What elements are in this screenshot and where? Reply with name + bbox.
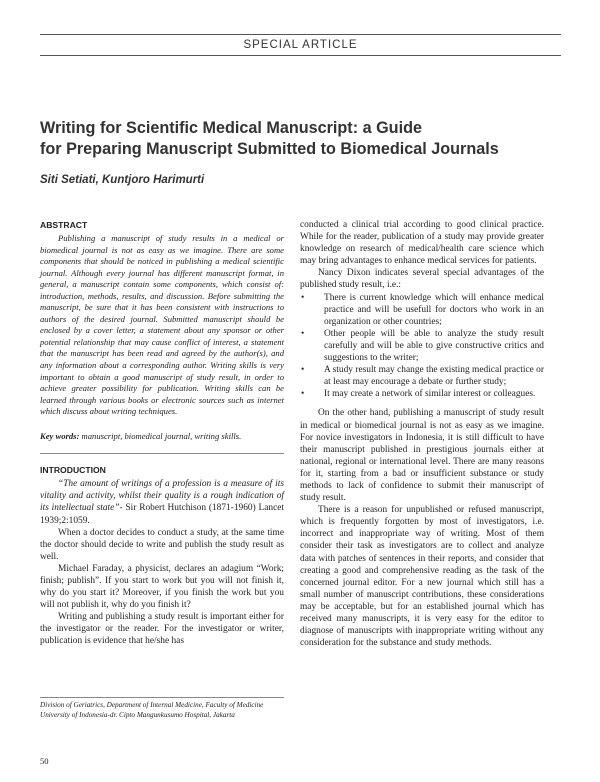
keywords-label: Key words: xyxy=(40,430,80,441)
title-line-2: for Preparing Manuscript Submitted to Biomedical Journals xyxy=(40,140,499,158)
bullet-icon: • xyxy=(301,389,305,400)
bullet-icon: • xyxy=(301,365,305,376)
footnote-divider xyxy=(40,697,284,698)
section-header xyxy=(40,34,561,56)
intro-paragraph-3: Writing and publishing a study result is important either for the investigator or the reader. For the investigator or writer, publication is evidence that he/she has xyxy=(40,612,284,647)
title-line-1: Writing for Scientific Medical Manuscript: a Guide xyxy=(40,119,422,137)
right-column xyxy=(300,219,544,649)
list-item: • It may create a network of similar interest or colleagues. xyxy=(301,389,536,400)
article-authors: Siti Setiati, Kuntjoro Harimurti xyxy=(40,174,205,186)
bullet-icon: • xyxy=(301,292,305,303)
intro-quote xyxy=(40,478,284,526)
reason-paragraph: There is a reason for unpublished or refused manuscript, which is frequently forgotten by most of investigators, i.e. incorrect and inappropriate way of writing. Most of them consider their task as investigators are to collect and analyze data with patches of sentences in their reports, and consider that creating a good and comprehensive reading as the task of the concerned journal editor. For a new journal which still has a small number of manuscript contributions, these considerations may be acceptable, but for an established journal which has received many manuscripts, it is very easy for the editor to diagnose of manuscripts with inappropriate writing without any consideration for the substance and study methods. xyxy=(300,505,544,649)
other-hand-paragraph: On the other hand, publishing a manuscript of study result in medical or biomedical journal is not as easy as we imagine. For novice investigators in Indonesia, it is still difficult to have their manuscript published in prestigious journals either at national, regional or international level. There are many reasons for it, starting from a bad or insufficient substance or study methods to lack of confidence to submit their manuscript of study result. xyxy=(300,408,544,504)
left-column xyxy=(40,220,284,648)
abstract-heading: ABSTRACT xyxy=(40,220,88,230)
section-label: SPECIAL ARTICLE xyxy=(243,39,358,51)
article-title xyxy=(40,118,570,160)
bullet-icon: • xyxy=(301,328,305,339)
page-number: 50 xyxy=(40,756,49,766)
keywords-text: manuscript, biomedical journal, writing skills. xyxy=(79,430,242,441)
continued-paragraph: conducted a clinical trial according to good clinical practice. While for the reader, publication of a study may provide greater knowledge on research of medical/health care science which may bring advantages to enhance medical services for patients. xyxy=(300,220,544,267)
quote-source: - Sir Robert Hutchison (1871-1960) Lancet 1939;2:1059. xyxy=(40,503,284,526)
intro-paragraph-1: When a doctor decides to conduct a study, at the same time the doctor should decide to write and publish the study result as well. xyxy=(40,527,284,562)
list-item: • A study result may change the existing medical practice or at least may encourage a debate or further study; xyxy=(301,365,544,388)
introduction-heading: INTRODUCTION xyxy=(40,465,106,476)
list-item: • Other people will be able to analyze the study result carefully and will be able to give constructive critics and suggestions to the writer; xyxy=(301,328,544,364)
intro-paragraph-2: Michael Faraday, a physicist, declares an adagium “Work; finish; publish”. If you start to work but you will not finish it, why do you start it? Moreover, if you finish the work but you will not publish it, why do you finish it? xyxy=(40,563,284,611)
abstract-text: Publishing a manuscript of study results in a medical or biomedical journal is not as easy as we imagine. There are some components that should be noticed in publishing a medical scientific journal. Although every journal has different manuscript format, in general, a manuscript contain some components, which consist of: introduction, methods, results, and discussion. Before submitting the manuscript, be sure that it has been consistent with instructions to authors of the desired journal. Submitted manuscript should be enclosed by a cover letter, a statement about any sponsor or other potential relationship that may cause conflict of interest, a statement that the manuscript has been read and agreed by the author(s), and any information about a corresponding author. Writing skills is very important to obtain a good manuscript of study result, in order to achieve greater possibility for publication. Writing skills can be learned through various books or electronic sources such as internet which discuss about writing techniques. xyxy=(40,233,284,417)
dixon-paragraph: Nancy Dixon indicates several special advantages of the published study result, i.e.: xyxy=(300,268,544,291)
abstract-divider xyxy=(40,453,284,454)
list-item: • There is current knowledge which will enhance medical practice and will be usefull for doctors who work in an organization or other countries; xyxy=(301,292,544,327)
author-affiliation-footnote: Division of Geriatrics, Department of Internal Medicine, Faculty of Medicine University of Indonesia-dr. Cipto Mangunkusumo Hospital, Jakarta xyxy=(40,701,264,719)
advantages-list xyxy=(300,292,544,401)
keywords-line xyxy=(40,431,284,443)
quote-text: “The amount of writings of a profession is a measure of its vitality and activity, whilst their quality is a rough indication of its intellectual state” xyxy=(40,479,284,514)
